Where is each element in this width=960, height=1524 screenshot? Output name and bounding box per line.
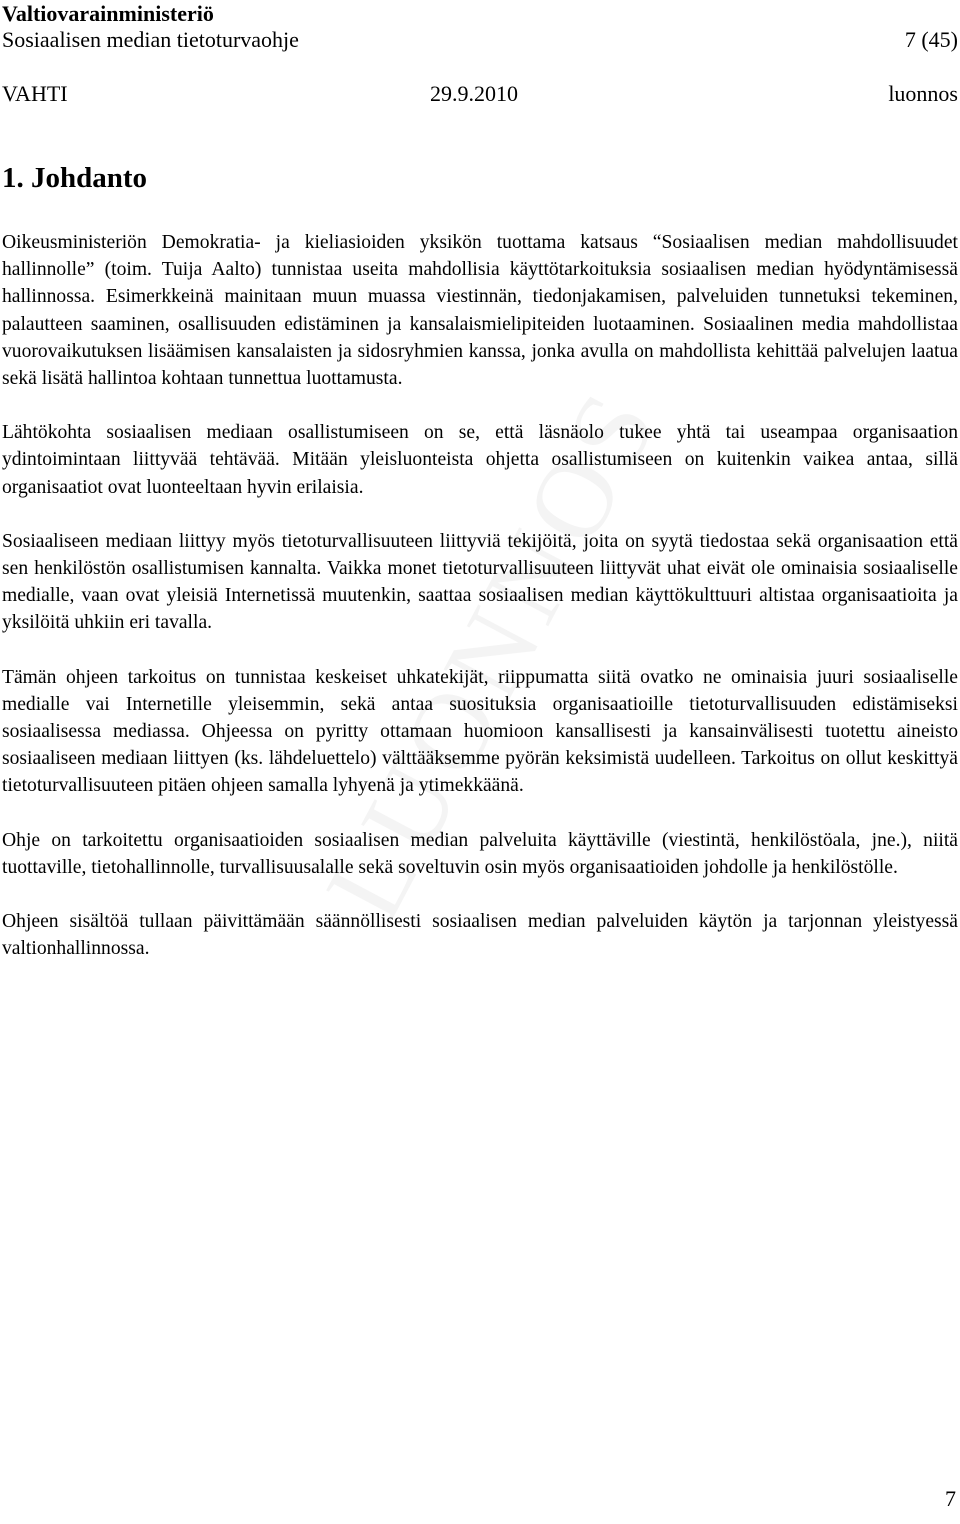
header-date: 29.9.2010	[430, 81, 518, 106]
footer-page-number: 7	[945, 1486, 956, 1511]
paragraph: Oikeusministeriön Demokratia- ja kieliasioiden yksikön tuottama katsaus “Sosiaalisen median mahdollisuudet hallinnolle” (toim. Tuija Aalto) tunnistaa useita mahdollisia käyttötarkoituksia sosiaalisen median hyödyntämisessä hallinnossa. Esimerkkeinä mainitaan muun muassa viestinnän, tiedonjakamisen, palveluiden tunnetuksi tekeminen, palautteen saaminen, osallisuuden edistäminen ja kansalaismielipiteiden luotaaminen. Sosiaalinen media mahdollistaa vuorovaikutuksen lisäämisen kansalaisten ja sidosryhmien kanssa, jonka avulla on mahdollista kehittää palvelujen laatua sekä lisätä hallintoa kohtaan tunnettua luottamusta.	[2, 232, 958, 390]
header-row-meta	[2, 82, 958, 106]
header-document-title: Sosiaalisen median tietoturvaohje	[2, 27, 299, 52]
header-organization: Valtiovarainministeriö	[2, 1, 214, 26]
paragraph: Ohjeen sisältöä tullaan päivittämään säännöllisesti sosiaalisen median palveluiden käytön ja tarjonnan yleistyessä valtionhallinnossa.	[2, 911, 958, 960]
paragraph: Lähtökohta sosiaalisen mediaan osallistumiseen on se, että läsnäolo tukee yhtä tai useampaa organisaation ydintoimintaan liittyvää tehtävää. Mitään yleisluonteista ohjetta osallistumiseen on kuitenkin vaikea antaa, sillä organisaatiot ovat luonteeltaan hyvin erilaisia.	[2, 422, 958, 498]
header-page-of: 7 (45)	[904, 27, 958, 52]
header-series: VAHTI	[2, 81, 68, 106]
header-row-title	[2, 28, 958, 52]
paragraph: Tämän ohjeen tarkoitus on tunnistaa keskeiset uhkatekijät, riippumatta siitä ovatko ne ominaisia juuri sosiaaliselle medialle vai Internetille yleisemmin, sekä antaa suosituksia organisaatioille tietoturvallisuuden edistämiseksi sosiaalisessa mediassa. Ohjeessa on pyritty ottamaan huomioon kansallisesti ja kansainvälisesti tuotettu aineisto sosiaaliseen mediaan liittyen (ks. lähdeluettelo) välttääksemme pyörän keksimistä uudelleen. Tarkoitus on ollut keskittyä tietoturvallisuuteen pitäen ohjeen samalla lyhyenä ja ytimekkäänä.	[2, 666, 958, 797]
paragraph: Sosiaaliseen mediaan liittyy myös tietoturvallisuuteen liittyviä tekijöitä, joita on syytä tiedostaa sekä organisaation että sen henkilöstön osallistumisen kannalta. Vaikka monet tietoturvallisuuteen liittyvät uhat eivät ole ominaisia sosiaaliselle medialle, vaan ovat yleisiä Internetissä muutenkin, saattaa sosiaalisen median käyttökulttuuri altistaa organisaatioita ja yksilöitä uhkiin eri tavalla.	[2, 530, 958, 634]
body-text	[2, 229, 958, 989]
section-heading: 1. Johdanto	[2, 162, 148, 194]
paragraph: Ohje on tarkoitettu organisaatioiden sosiaalisen median palveluita käyttäville (viestintä, henkilöstöala, jne.), niitä tuottaville, tietohallinnolle, turvallisuusalalle sekä soveltuvin osin myös organisaatioiden johdolle ja henkilöstölle.	[2, 829, 958, 878]
header-status: luonnos	[888, 81, 958, 106]
